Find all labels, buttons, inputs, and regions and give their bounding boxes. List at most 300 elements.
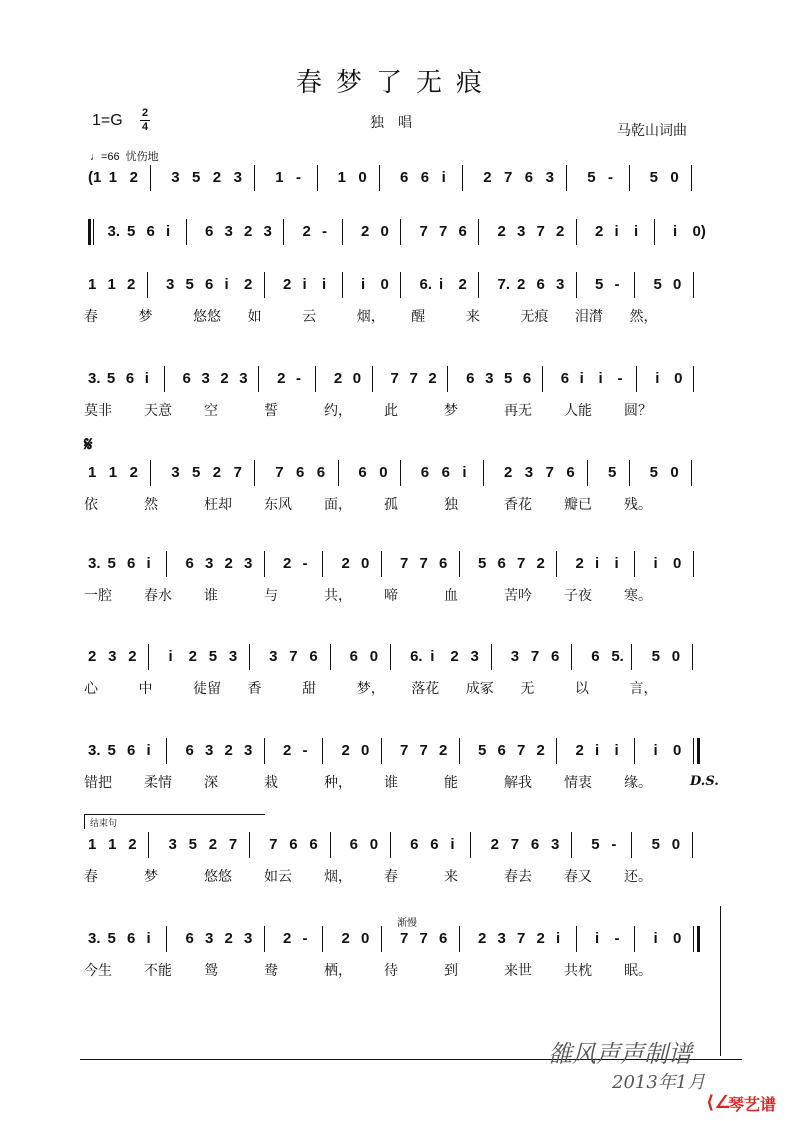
note: 7 bbox=[233, 464, 242, 481]
bar-line bbox=[566, 165, 567, 191]
note: i bbox=[146, 555, 151, 572]
note: 3 bbox=[545, 169, 554, 186]
note: 2 bbox=[504, 464, 513, 481]
lyric-word: 烟， bbox=[324, 869, 352, 885]
note: 7 bbox=[545, 464, 554, 481]
note: - bbox=[302, 555, 308, 572]
note: 6 bbox=[420, 169, 430, 186]
note: 0 bbox=[380, 223, 389, 240]
note: 2 bbox=[490, 836, 499, 853]
lyric-word: 此 bbox=[384, 403, 398, 419]
note: 3. bbox=[88, 930, 101, 947]
lyric-word: 云 bbox=[302, 309, 317, 325]
note: 3 bbox=[205, 742, 214, 759]
bar-line bbox=[150, 165, 151, 191]
bar-line bbox=[634, 738, 635, 764]
note: 3 bbox=[244, 742, 253, 759]
note: 6 bbox=[185, 930, 194, 947]
bar-line bbox=[315, 366, 316, 392]
bar-line bbox=[264, 738, 265, 764]
bar-line bbox=[148, 644, 149, 670]
lyric-word: 心 bbox=[84, 681, 98, 697]
site-logo[interactable] bbox=[706, 1090, 782, 1112]
note: 6 bbox=[127, 555, 136, 572]
lyric-row-4 bbox=[80, 400, 720, 420]
note: 0) bbox=[692, 223, 706, 240]
note: 2 bbox=[224, 555, 233, 572]
note: 0 bbox=[670, 169, 679, 186]
note: 0 bbox=[361, 555, 370, 572]
note: 5 bbox=[649, 464, 658, 481]
bar-line bbox=[249, 644, 250, 670]
bar-line bbox=[249, 832, 250, 858]
note: 6 bbox=[358, 464, 367, 481]
bar-line bbox=[264, 272, 265, 298]
note: 5 bbox=[651, 836, 660, 853]
bar-line bbox=[186, 219, 187, 245]
lyric-row-9 bbox=[80, 866, 720, 886]
note: 5 bbox=[192, 464, 201, 481]
bar-line bbox=[400, 272, 401, 298]
note: 5 bbox=[653, 276, 662, 293]
note: 7 bbox=[400, 555, 409, 572]
note: 6. bbox=[410, 648, 423, 665]
note: 5 bbox=[192, 169, 201, 186]
lyric-word: 如云 bbox=[264, 869, 292, 885]
note: 2 bbox=[283, 742, 292, 759]
note: 6 bbox=[439, 555, 448, 572]
lyric-word: 栽 bbox=[264, 775, 278, 791]
note: 6 bbox=[127, 742, 136, 759]
note: 3 bbox=[108, 648, 117, 665]
bar-line bbox=[254, 460, 255, 486]
lyric-word: 枉却 bbox=[204, 497, 232, 513]
lyric-word: 依 bbox=[84, 497, 98, 513]
lyric-word: 香花 bbox=[504, 497, 532, 513]
repeat-start-bar bbox=[88, 219, 94, 245]
lyric-word: 深 bbox=[204, 775, 218, 791]
note: 6 bbox=[566, 464, 575, 481]
note: 7 bbox=[510, 836, 520, 853]
lyric-word: 栖， bbox=[324, 963, 352, 979]
bar-line bbox=[631, 644, 632, 670]
note: 2 bbox=[283, 555, 292, 572]
tempo-marking bbox=[90, 148, 159, 164]
lyric-row-10 bbox=[80, 960, 720, 980]
lyric-word: 种， bbox=[324, 775, 352, 791]
lyric-row-7 bbox=[80, 678, 720, 698]
note: 2 bbox=[439, 742, 448, 759]
note: 7 bbox=[269, 836, 278, 853]
bar-line bbox=[379, 165, 380, 191]
bar-line bbox=[372, 366, 373, 392]
note: 3 bbox=[244, 555, 253, 572]
lyric-word: 与 bbox=[264, 588, 278, 604]
score-maker: 雒风声声制谱 bbox=[548, 1040, 692, 1068]
bar-line bbox=[556, 738, 557, 764]
note: 1 bbox=[108, 464, 118, 481]
note: 0 bbox=[670, 464, 679, 481]
lyric-word: 一腔 bbox=[84, 588, 112, 604]
note: - bbox=[302, 742, 308, 759]
note: 6 bbox=[530, 836, 540, 853]
note: i bbox=[653, 742, 658, 759]
bar-line bbox=[556, 551, 557, 577]
note: 0 bbox=[674, 370, 683, 387]
lyric-word: 子夜 bbox=[564, 588, 592, 604]
note: 2 bbox=[129, 464, 138, 481]
bar-line bbox=[164, 366, 165, 392]
note: 5 bbox=[649, 169, 658, 186]
lyric-word: 孤 bbox=[384, 497, 398, 513]
note: 5 bbox=[107, 555, 116, 572]
note: 5 bbox=[106, 370, 116, 387]
lyric-row-6 bbox=[80, 585, 720, 605]
note: 7 bbox=[517, 930, 526, 947]
note: 1 bbox=[88, 836, 97, 853]
lyric-word: 泪潸 bbox=[574, 309, 603, 325]
score-row-7 bbox=[80, 642, 716, 674]
note: 0 bbox=[379, 464, 388, 481]
final-bar-line bbox=[693, 738, 700, 764]
lyric-word: 东风 bbox=[264, 497, 292, 513]
lyric-word: 中 bbox=[138, 681, 153, 697]
score-row-9 bbox=[80, 830, 716, 862]
note: 3. bbox=[107, 223, 121, 240]
ritardando-marking: 渐慢 bbox=[397, 918, 417, 929]
note: 7 bbox=[419, 555, 428, 572]
note: 6 bbox=[349, 648, 359, 665]
bar-line bbox=[381, 551, 382, 577]
note: 7 bbox=[289, 648, 298, 665]
note: 7 bbox=[530, 648, 540, 665]
note: 6. bbox=[419, 276, 433, 293]
note: i bbox=[595, 742, 600, 759]
bar-line bbox=[542, 366, 543, 392]
bar-line bbox=[631, 832, 632, 858]
bar-line bbox=[254, 165, 255, 191]
lyric-word: 悠悠 bbox=[204, 869, 232, 885]
time-signature-top: 2 bbox=[141, 107, 149, 119]
bar-line bbox=[381, 926, 382, 952]
note: i bbox=[144, 370, 149, 387]
note: 3 bbox=[524, 464, 534, 481]
note: i bbox=[439, 276, 444, 293]
lyric-word: 空 bbox=[204, 403, 218, 419]
note: 5 bbox=[107, 930, 116, 947]
bar-line bbox=[629, 460, 630, 486]
note: i bbox=[146, 742, 151, 759]
bar-line bbox=[636, 366, 637, 392]
note: 2 bbox=[536, 930, 545, 947]
bar-line bbox=[147, 272, 148, 298]
lyric-word: 无 bbox=[520, 681, 535, 697]
note: i bbox=[224, 276, 229, 293]
score-row-6 bbox=[80, 549, 716, 581]
lyric-word: 来 bbox=[465, 309, 480, 325]
bar-line bbox=[634, 272, 635, 298]
segno-sign: 𝄋 bbox=[84, 432, 93, 456]
score-row-3 bbox=[80, 270, 716, 302]
lyric-word: 共枕 bbox=[564, 963, 592, 979]
note: 2 bbox=[478, 930, 487, 947]
note: 0 bbox=[361, 742, 370, 759]
note: 3 bbox=[224, 223, 233, 240]
note: 2 bbox=[536, 742, 545, 759]
bar-line bbox=[629, 165, 630, 191]
note: 3 bbox=[510, 648, 520, 665]
note: 5 bbox=[478, 555, 487, 572]
key-signature: 1=G bbox=[92, 112, 123, 129]
lyric-word: 面， bbox=[324, 497, 352, 513]
bar-line bbox=[459, 738, 460, 764]
note: 2 bbox=[128, 648, 137, 665]
note: 6 bbox=[466, 370, 475, 387]
note: 6 bbox=[309, 648, 318, 665]
note: 6 bbox=[185, 555, 194, 572]
note: 2 bbox=[483, 169, 492, 186]
note: i bbox=[614, 742, 619, 759]
note: 2 bbox=[341, 742, 350, 759]
bar-line bbox=[459, 926, 460, 952]
logo-text: 琴艺谱 bbox=[728, 1095, 777, 1114]
note: 2 bbox=[341, 930, 350, 947]
note: 3 bbox=[517, 223, 526, 240]
note: 3 bbox=[168, 836, 177, 853]
note: 3 bbox=[263, 223, 272, 240]
lyric-word: 春去 bbox=[504, 869, 532, 885]
lyric-word: 苦吟 bbox=[504, 588, 532, 604]
note: 2 bbox=[283, 930, 292, 947]
lyric-word: 醒 bbox=[411, 309, 426, 325]
note: 0 bbox=[358, 169, 367, 186]
lyric-word: 能 bbox=[444, 775, 458, 791]
note: - bbox=[302, 930, 308, 947]
note: 3 bbox=[550, 836, 560, 853]
bar-line bbox=[692, 832, 693, 858]
lyric-word: 梦 bbox=[138, 309, 153, 325]
lyric-row-3 bbox=[80, 306, 720, 326]
note: 2 bbox=[212, 169, 222, 186]
note: 3 bbox=[497, 930, 506, 947]
note: 5 bbox=[651, 648, 660, 665]
lyric-word: 谁 bbox=[384, 775, 398, 791]
lyric-word: 再无 bbox=[504, 403, 532, 419]
lyric-row-5 bbox=[80, 494, 720, 514]
note: 2 bbox=[575, 555, 584, 572]
bar-line bbox=[330, 832, 331, 858]
note: i bbox=[322, 276, 327, 293]
bar-line bbox=[470, 832, 471, 858]
note: 6 bbox=[127, 930, 136, 947]
lyric-word: 以 bbox=[574, 681, 589, 697]
note: 6 bbox=[205, 223, 214, 240]
note: 3 bbox=[556, 276, 565, 293]
lyric-word: 今生 bbox=[84, 963, 112, 979]
bar-line bbox=[166, 738, 167, 764]
lyric-word: 无痕 bbox=[520, 309, 549, 325]
lyric-word: 错把 bbox=[84, 775, 112, 791]
note: 3 bbox=[470, 648, 479, 665]
lyric-word: 莫非 bbox=[84, 403, 112, 419]
note: 6 bbox=[497, 555, 506, 572]
note: 5 bbox=[478, 742, 487, 759]
note: i bbox=[556, 930, 561, 947]
note: 6 bbox=[524, 169, 534, 186]
tempo-bpm: ♩=66 bbox=[90, 151, 120, 163]
note: 2 bbox=[361, 223, 370, 240]
ds-marking: D.S. bbox=[690, 774, 719, 789]
time-signature bbox=[140, 108, 150, 133]
note: 7. bbox=[497, 276, 511, 293]
note: i bbox=[614, 223, 619, 240]
note: 2 bbox=[556, 223, 565, 240]
note: 6 bbox=[430, 836, 439, 853]
bar-line bbox=[576, 272, 577, 298]
bar-line bbox=[692, 644, 693, 670]
bar-line bbox=[483, 460, 484, 486]
note: 5 bbox=[107, 742, 116, 759]
note: 0 bbox=[671, 836, 681, 853]
note: 2 bbox=[536, 555, 545, 572]
note: 6 bbox=[550, 648, 560, 665]
bar-line bbox=[654, 219, 655, 245]
note: 6 bbox=[316, 464, 326, 481]
note: 6 bbox=[185, 742, 194, 759]
score-date: 2013年1月 bbox=[612, 1072, 706, 1093]
note: 0 bbox=[673, 742, 682, 759]
note: 6 bbox=[349, 836, 359, 853]
lyric-word: 鸳 bbox=[204, 963, 218, 979]
note: i bbox=[302, 276, 307, 293]
note: i bbox=[653, 930, 658, 947]
note: 0 bbox=[352, 370, 362, 387]
bar-line bbox=[571, 644, 572, 670]
lyric-word: 成冢 bbox=[465, 681, 494, 697]
bar-line bbox=[491, 644, 492, 670]
bar-line bbox=[342, 272, 343, 298]
lyric-word: 还。 bbox=[624, 869, 652, 885]
bar-line bbox=[322, 926, 323, 952]
note: 7 bbox=[504, 169, 513, 186]
note: 2 bbox=[127, 276, 136, 293]
lyric-word: 共， bbox=[324, 588, 352, 604]
note: i bbox=[655, 370, 660, 387]
lyric-word: 谁 bbox=[204, 588, 218, 604]
lyric-word: 梦， bbox=[356, 681, 385, 697]
lyric-word: 然， bbox=[629, 309, 658, 325]
note: 1 bbox=[108, 836, 117, 853]
lyric-word: 圆？ bbox=[624, 403, 652, 419]
note: i bbox=[614, 555, 619, 572]
note: 5 bbox=[591, 836, 600, 853]
bar-line bbox=[693, 272, 694, 298]
note: 6 bbox=[560, 370, 570, 387]
bar-line bbox=[338, 460, 339, 486]
lyric-word: 来世 bbox=[504, 963, 532, 979]
note: - bbox=[296, 370, 301, 387]
note: 3 bbox=[269, 648, 278, 665]
note: 2 bbox=[224, 930, 233, 947]
note: 1 bbox=[337, 169, 346, 186]
note: 2 bbox=[208, 836, 218, 853]
note: 2 bbox=[220, 370, 229, 387]
bar-line bbox=[283, 219, 284, 245]
note: 2 bbox=[575, 742, 584, 759]
note: 0 bbox=[673, 930, 682, 947]
lyric-word: 不能 bbox=[144, 963, 172, 979]
note: 5 bbox=[185, 276, 194, 293]
note: 2 bbox=[128, 836, 137, 853]
note: 7 bbox=[536, 223, 545, 240]
score-row-2 bbox=[80, 217, 716, 249]
lyric-word: 鸯 bbox=[264, 963, 278, 979]
note: - bbox=[322, 223, 327, 240]
note: 0 bbox=[369, 648, 379, 665]
bar-line bbox=[148, 832, 149, 858]
note: 3 bbox=[485, 370, 494, 387]
note: i bbox=[673, 223, 678, 240]
lyric-word: 烟， bbox=[356, 309, 385, 325]
bar-line bbox=[462, 165, 463, 191]
note: i bbox=[146, 930, 151, 947]
note: 6 bbox=[400, 169, 409, 186]
note: 3 bbox=[228, 648, 238, 665]
lyric-word: 梦 bbox=[444, 403, 458, 419]
note: 0 bbox=[369, 836, 379, 853]
bar-line bbox=[264, 926, 265, 952]
note: 5 bbox=[504, 370, 513, 387]
note: - bbox=[614, 276, 620, 293]
note: i bbox=[653, 555, 658, 572]
bar-line bbox=[317, 165, 318, 191]
note: 2 bbox=[333, 370, 343, 387]
lyric-word: 梦 bbox=[144, 869, 158, 885]
note: 3 bbox=[171, 464, 180, 481]
lyric-word: 人能 bbox=[564, 403, 592, 419]
note: i bbox=[579, 370, 584, 387]
note: i bbox=[598, 370, 603, 387]
bar-line bbox=[691, 165, 692, 191]
lyric-word: 到 bbox=[444, 963, 458, 979]
note: 1 bbox=[108, 169, 118, 186]
note: 6 bbox=[536, 276, 545, 293]
note: 3 bbox=[239, 370, 248, 387]
lyric-word: 誓 bbox=[264, 403, 278, 419]
note: i bbox=[595, 555, 600, 572]
note: i bbox=[634, 223, 639, 240]
note: 7 bbox=[400, 742, 409, 759]
note: 6 bbox=[522, 370, 532, 387]
bar-line bbox=[478, 272, 479, 298]
note: 5. bbox=[611, 648, 624, 665]
lyric-word: 如 bbox=[247, 309, 262, 325]
bar-line bbox=[330, 644, 331, 670]
note: 5 bbox=[595, 276, 604, 293]
lyric-word: 然 bbox=[144, 497, 158, 513]
note: i bbox=[361, 276, 366, 293]
bar-line bbox=[576, 219, 577, 245]
lyric-word: 待 bbox=[384, 963, 398, 979]
note: - bbox=[617, 370, 623, 387]
note: (1 bbox=[88, 169, 102, 186]
note: 7 bbox=[275, 464, 284, 481]
note: 7 bbox=[228, 836, 238, 853]
bar-line bbox=[634, 926, 635, 952]
bar-line bbox=[258, 366, 259, 392]
note: 3. bbox=[88, 555, 101, 572]
bar-line bbox=[693, 551, 694, 577]
